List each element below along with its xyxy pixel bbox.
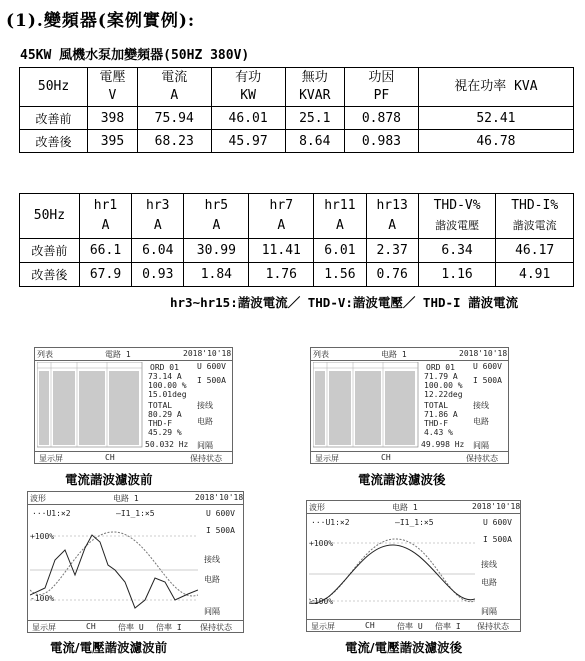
circuit-label: 电路 (473, 417, 489, 426)
table-cell: 395 (88, 130, 138, 153)
header-name: hr1 (93, 198, 118, 213)
harmonic-list-table (37, 362, 143, 448)
table-cell: 30.99 (184, 239, 249, 263)
scale-i-button: 倍率 I (156, 623, 182, 632)
header-name: 功因 (368, 70, 395, 85)
table-cell: 46.78 (418, 130, 573, 153)
scale-u-button: 倍率 U (118, 623, 144, 632)
screen-mode: 列表 (313, 350, 329, 359)
range-u: U 600V (206, 509, 235, 518)
header-cell (418, 68, 573, 107)
screen-circuit: 电路 1 (381, 350, 407, 359)
header-unit: 諧波電流 (512, 219, 557, 232)
circuit-label: 电路 (204, 575, 220, 584)
table-header-row (20, 68, 574, 107)
harmonic-current: 73.14 A (148, 372, 182, 381)
hold-button: 保持状态 (200, 623, 232, 632)
range-u: U 600V (473, 362, 502, 371)
table-cell: 45.97 (211, 130, 285, 153)
scale-i-button: 倍率 I (435, 622, 461, 631)
screen-date: 2018'10'18 (472, 502, 521, 511)
harmonic-note: hr3~hr15:諧波電流／ THD-V:諧波電壓／ THD-I 諧波電流 (170, 295, 519, 310)
section-subtitle: 45KW 風機水泵加變頻器(50HZ 380V) (20, 48, 250, 63)
header-name: THD-V% (433, 198, 481, 213)
harmonic-phase: 15.01deg (148, 390, 187, 399)
row-label: 改善後 (20, 130, 88, 153)
screen-circuit: 电路 1 (113, 494, 139, 503)
table-cell: 1.56 (314, 263, 366, 287)
interval-label: 间隔 (473, 441, 489, 450)
screen-footer (35, 451, 232, 463)
power-comparison-table (19, 67, 574, 153)
table-cell: 398 (88, 107, 138, 130)
hold-button: 保持状态 (190, 454, 222, 463)
waveform-plot (30, 520, 198, 620)
row-label: 改善前 (20, 107, 88, 130)
screen-date: 2018'10'18 (183, 349, 232, 358)
ord-label: ORD 01 (150, 363, 179, 372)
table-cell: 67.9 (79, 263, 131, 287)
range-u: U 600V (197, 362, 226, 371)
caption-wave-before: 電流/電壓諧波濾波前 (50, 640, 168, 655)
header-cell (137, 68, 211, 107)
table-cell: 0.93 (132, 263, 184, 287)
thd-value: 4.43 % (424, 428, 453, 437)
table-cell: 1.16 (418, 263, 496, 287)
screen-date: 2018'10'18 (459, 349, 508, 358)
hold-button: 保持状态 (477, 622, 509, 631)
table-cell: 6.04 (132, 239, 184, 263)
current-legend: —I1_1:×5 (395, 518, 434, 527)
range-u: U 600V (483, 518, 512, 527)
display-button: 显示屏 (311, 622, 335, 631)
harmonic-list-table (313, 362, 419, 448)
frequency-value: 49.998 Hz (421, 440, 465, 449)
table-row (20, 107, 574, 130)
caption-current-after: 電流諧波濾波後 (358, 472, 446, 487)
range-i: I 500A (473, 376, 502, 385)
header-cell (20, 68, 88, 107)
analyzer-screen-wave-after (306, 500, 521, 632)
screen-header (28, 492, 243, 505)
harmonic-phase: 12.22deg (424, 390, 463, 399)
table-row (20, 263, 574, 287)
row-label: 改善前 (20, 239, 80, 263)
scale-top: +100% (309, 539, 334, 548)
table-row (20, 130, 574, 153)
table-row (20, 239, 574, 263)
voltage-legend: ···U1:×2 (311, 518, 350, 527)
header-unit: A (101, 218, 110, 233)
header-unit: A (170, 88, 179, 103)
header-cell (88, 68, 138, 107)
ch-button: CH (86, 622, 96, 631)
harmonic-comparison-table (19, 193, 574, 287)
screen-mode: 列表 (37, 350, 53, 359)
caption-current-before: 電流諧波濾波前 (65, 472, 153, 487)
header-cell (132, 194, 184, 239)
table-cell: 6.01 (314, 239, 366, 263)
screen-date: 2018'10'18 (195, 493, 244, 502)
header-cell (418, 194, 496, 239)
table-cell: 2.37 (366, 239, 418, 263)
header-unit: A (153, 218, 162, 233)
table-cell: 25.1 (285, 107, 344, 130)
screen-circuit: 電路 1 (105, 350, 131, 359)
table-cell: 0.983 (344, 130, 418, 153)
current-legend: —I1_1:×5 (116, 509, 155, 518)
wiring-label: 接线 (197, 401, 213, 410)
header-name: THD-I% (511, 198, 559, 213)
harmonic-percent: 100.00 % (148, 381, 187, 390)
header-name: 50Hz (37, 79, 70, 94)
ch-button: CH (365, 621, 375, 630)
screen-header (311, 348, 508, 361)
wiring-label: 接线 (481, 560, 497, 569)
header-unit: A (335, 218, 344, 233)
scale-top: +100% (30, 532, 55, 541)
table-cell: 75.94 (137, 107, 211, 130)
scale-u-button: 倍率 U (397, 622, 423, 631)
header-unit: KVAR (299, 88, 331, 103)
screen-footer (28, 620, 243, 632)
thdf-label: THD-F (424, 419, 449, 428)
ch-button: CH (105, 453, 115, 462)
analyzer-screen-list-after (310, 347, 509, 464)
table-header-row (20, 194, 574, 239)
waveform-plot (309, 529, 475, 619)
header-name: 電流 (161, 70, 188, 85)
header-cell (496, 194, 574, 239)
header-unit: PF (373, 88, 390, 103)
caption-wave-after: 電流/電壓諧波濾波後 (345, 640, 463, 655)
header-cell (249, 194, 314, 239)
interval-label: 间隔 (204, 607, 220, 616)
header-cell (344, 68, 418, 107)
analyzer-screen-wave-before (27, 491, 244, 633)
hold-button: 保持状态 (466, 454, 498, 463)
header-cell (79, 194, 131, 239)
table-cell: 1.76 (249, 263, 314, 287)
table-cell: 66.1 (79, 239, 131, 263)
total-value: 71.86 A (424, 410, 458, 419)
table-cell: 8.64 (285, 130, 344, 153)
screen-mode: 波形 (30, 494, 46, 503)
row-label: 改善後 (20, 263, 80, 287)
ord-label: ORD 01 (426, 363, 455, 372)
header-cell (314, 194, 366, 239)
range-i: I 500A (483, 535, 512, 544)
header-unit: A (212, 218, 221, 233)
table-cell: 0.76 (366, 263, 418, 287)
header-name: 無功 (301, 70, 328, 85)
header-unit: A (277, 218, 286, 233)
header-name: hr13 (376, 198, 408, 213)
header-name: hr7 (269, 198, 294, 213)
header-name: hr3 (146, 198, 170, 213)
total-label: TOTAL (148, 401, 173, 410)
header-unit: V (108, 88, 117, 103)
header-cell (20, 194, 80, 239)
header-cell (366, 194, 418, 239)
header-name: 50Hz (33, 208, 66, 223)
header-unit: 諧波電壓 (435, 219, 480, 232)
total-value: 80.29 A (148, 410, 182, 419)
header-unit: A (388, 218, 397, 233)
screen-circuit: 电路 1 (392, 503, 418, 512)
header-cell (285, 68, 344, 107)
thd-value: 45.29 % (148, 428, 182, 437)
header-cell (184, 194, 249, 239)
ch-button: CH (381, 453, 391, 462)
header-name: 視在功率 KVA (454, 79, 538, 94)
voltage-legend: ···U1:×2 (32, 509, 71, 518)
harmonic-percent: 100.00 % (424, 381, 463, 390)
display-button: 显示屏 (32, 623, 56, 632)
wiring-label: 接线 (473, 401, 489, 410)
scale-bottom: -100% (309, 597, 334, 606)
header-name: hr11 (324, 198, 356, 213)
header-name: 電壓 (99, 70, 126, 85)
screen-footer (311, 451, 508, 463)
interval-label: 间隔 (481, 607, 497, 616)
frequency-value: 50.032 Hz (145, 440, 189, 449)
range-i: I 500A (206, 526, 235, 535)
circuit-label: 电路 (197, 417, 213, 426)
table-cell: 11.41 (249, 239, 314, 263)
screen-header (307, 501, 520, 514)
screen-header (35, 348, 232, 361)
range-i: I 500A (197, 376, 226, 385)
page-title: (1).變頻器(案例實例): (6, 11, 196, 31)
scale-bottom: -100% (30, 594, 55, 603)
table-cell: 46.01 (211, 107, 285, 130)
harmonic-current: 71.79 A (424, 372, 458, 381)
analyzer-screen-list-before (34, 347, 233, 464)
screen-mode: 波形 (309, 503, 325, 512)
circuit-label: 电路 (481, 578, 497, 587)
table-cell: 52.41 (418, 107, 573, 130)
header-unit: KW (240, 88, 256, 103)
display-button: 显示屏 (39, 454, 63, 463)
screen-footer (307, 619, 520, 631)
table-cell: 46.17 (496, 239, 574, 263)
thdf-label: THD-F (148, 419, 173, 428)
table-cell: 1.84 (184, 263, 249, 287)
header-name: 有功 (235, 70, 262, 85)
wiring-label: 接线 (204, 555, 220, 564)
table-cell: 4.91 (496, 263, 574, 287)
display-button: 显示屏 (315, 454, 339, 463)
interval-label: 间隔 (197, 441, 213, 450)
table-cell: 68.23 (137, 130, 211, 153)
total-label: TOTAL (424, 401, 449, 410)
table-cell: 0.878 (344, 107, 418, 130)
header-cell (211, 68, 285, 107)
table-cell: 6.34 (418, 239, 496, 263)
header-name: hr5 (204, 198, 229, 213)
